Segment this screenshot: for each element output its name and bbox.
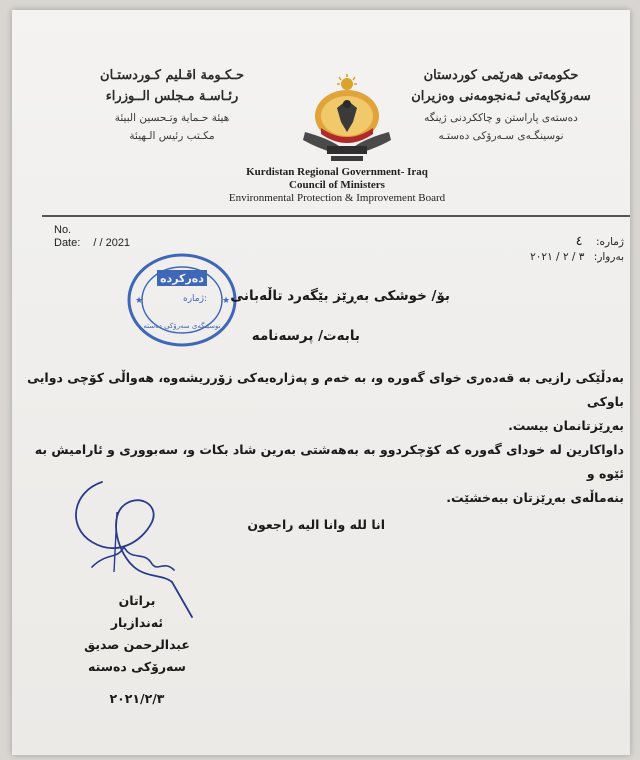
- header-right-line2: سەرۆکایەتی ئـەنجومەنی وەزیران: [411, 89, 591, 104]
- recipient-line: بۆ/ خوشکی بەڕێز بێگەرد تاڵەبانی: [230, 288, 450, 304]
- stamp-title: دەرکردە: [160, 272, 204, 285]
- header-left-line4: مكـتب رئيس الـهيئة: [129, 130, 215, 142]
- signature-name: عبدالرحمن صديق: [84, 637, 190, 652]
- svg-text:★: ★: [135, 296, 144, 306]
- signature-title: ئەندازیار: [110, 615, 164, 630]
- header-right-line1: حکومەتی هەرێمی کوردستان: [423, 68, 579, 83]
- signature-block: [72, 590, 202, 710]
- header-right-line4: نوسینگـەی سـەرۆکی دەستـە: [438, 130, 564, 142]
- header-divider: [42, 215, 630, 217]
- header-english-line1: Kurdistan Regional Government- Iraq: [246, 166, 428, 178]
- header-left-line3: هيئة حـماية وتـحسين البيئة: [114, 112, 230, 124]
- header-left-line2: رئـاسـة مـجلس الــوزراء: [105, 89, 239, 104]
- closing-line: انا لله وانا اليه راجعون: [247, 517, 385, 532]
- paragraph-1-line2: بەڕێزتانمان بیست.: [508, 418, 624, 433]
- meta-left: [54, 224, 130, 249]
- stamp-number: ژمارە:: [182, 294, 208, 304]
- letter-page: [12, 10, 630, 755]
- paragraph-2-line1: داواکارین لە خودای گەورە کە کۆچکردوو بە بەهەشتی بەرین شاد بکات و، سەبووری و ئارامیش بە ئێوە و: [34, 442, 624, 481]
- meta-right: [530, 234, 624, 263]
- signature-regards: براتان: [118, 593, 156, 608]
- svg-text:★: ★: [222, 296, 231, 306]
- number-label: ژمارە:: [595, 236, 624, 248]
- date-value: / / 2021: [93, 237, 131, 249]
- header-english-line2: Council of Ministers: [289, 179, 385, 191]
- no-label: No.: [54, 224, 72, 236]
- krg-emblem-icon: [297, 74, 397, 166]
- office-stamp: [127, 253, 237, 348]
- number-value: ٤: [575, 234, 583, 249]
- header-left-line1: حـكـومة اقـليم كـوردستـان: [100, 68, 244, 83]
- stamp-arc-text: نوسینگەی سەرۆکی دەستە: [143, 322, 221, 330]
- paragraph-1: [24, 366, 624, 438]
- header-english: [222, 166, 452, 204]
- signature-position: سەرۆکی دەستە: [88, 659, 186, 674]
- header-right-line3: دەستەی پاراستن و چاککردنی ژینگە: [424, 112, 578, 124]
- header-left: [72, 68, 272, 142]
- dated-value: ٣ / ٢ / ٢٠٢١: [530, 251, 585, 263]
- subject-line: بابەت/ پرسەنامە: [251, 328, 360, 344]
- date-label: Date:: [54, 237, 81, 249]
- header-right: [386, 68, 616, 142]
- dated-label: بەروار:: [593, 251, 624, 263]
- signature-date: ٢٠٢١/٢/٣: [109, 691, 165, 706]
- header-english-line3: Environmental Protection & Improvement Board: [228, 192, 446, 204]
- paragraph-2-line2: بنەماڵەی بەڕێزتان ببەخشێت.: [446, 490, 624, 505]
- paragraph-1-line1: بەدڵێکی رازیی بە قەدەری خوای گەورە و، بە خەم و پەژارەیەکی زۆرریشەوە، هەواڵی کۆچی دوایی باوکی: [27, 370, 624, 409]
